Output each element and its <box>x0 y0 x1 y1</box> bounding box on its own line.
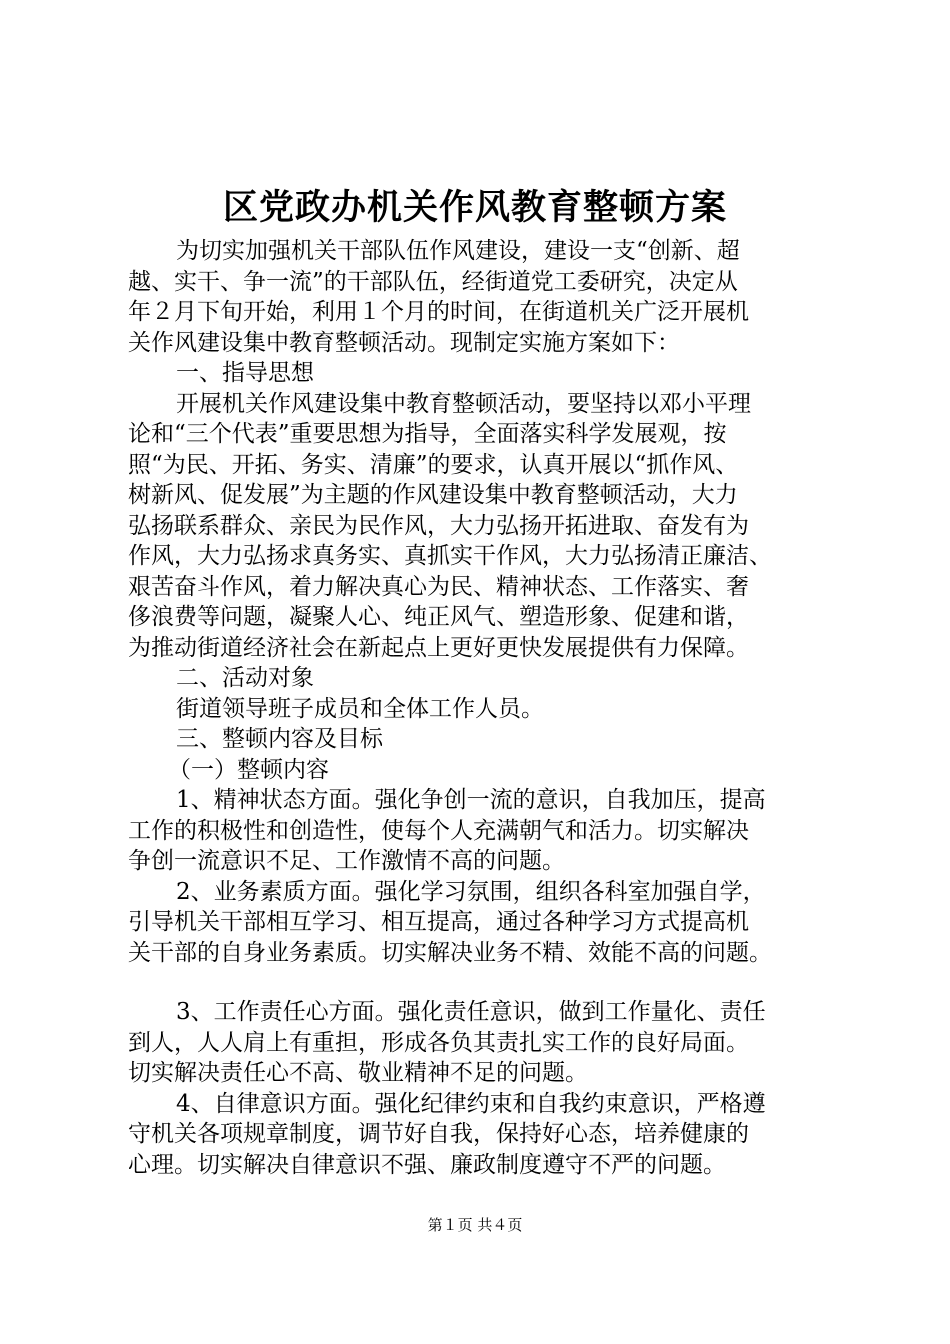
document-body <box>128 236 828 1180</box>
text-line: 切实解决责任心不高、敬业精神不足的问题。 <box>128 1060 588 1086</box>
text-line: 到人，人人肩上有重担，形成各负其责扎实工作的良好局面。 <box>128 1029 749 1056</box>
text-line: 为切实加强机关干部队伍作风建设，建设一支“创新、超 <box>176 238 740 264</box>
text-line: 侈浪费等问题，凝聚人心、纯正风气、塑造形象、促建和谐， <box>128 604 749 630</box>
text-line: 争创一流意识不足、工作激情不高的问题。 <box>128 848 565 874</box>
section-heading: 一、指导思想 <box>176 360 314 386</box>
text-line: 关作风建设集中教育整顿活动。现制定实施方案如下： <box>128 329 680 356</box>
text-line: 守机关各项规章制度，调节好自我，保持好心态，培养健康的 <box>128 1121 749 1147</box>
page-number-footer: 第１页 共４页 <box>427 1216 523 1234</box>
text-line: 年２月下旬开始，利用１个月的时间，在街道机关广泛开展机 <box>128 299 749 325</box>
text-line: 4、自律意识方面。强化纪律约束和自我约束意识，严格遵 <box>176 1090 766 1117</box>
text-line: 3、工作责任心方面。强化责任意识，做到工作量化、责任 <box>176 999 766 1025</box>
text-line: 引导机关干部相互学习、相互提高，通过各种学习方式提高机 <box>128 909 749 935</box>
text-line: 关干部的自身业务素质。切实解决业务不精、效能不高的问题。 <box>128 939 772 966</box>
text-line: 街道领导班子成员和全体工作人员。 <box>176 695 544 722</box>
document-title: 区党政办机关作风教育整顿方案 <box>222 188 727 228</box>
text-line: 艰苦奋斗作风，着力解决真心为民、精神状态、工作落实、奢 <box>128 573 749 600</box>
text-line: 论和“三个代表”重要思想为指导，全面落实科学发展观，按 <box>128 421 727 447</box>
text-line: 心理。切实解决自律意识不强、廉政制度遵守不严的问题。 <box>128 1151 726 1178</box>
text-line: 树新风、促发展”为主题的作风建设集中教育整顿活动，大力 <box>128 482 738 508</box>
text-line: 2、业务素质方面。强化学习氛围，组织各科室加强自学， <box>176 878 766 905</box>
subsection-heading: （一）整顿内容 <box>168 756 329 783</box>
text-line: 照“为民、开拓、务实、清廉”的要求，认真开展以“抓作风、 <box>128 451 739 478</box>
text-line: 开展机关作风建设集中教育整顿活动，要坚持以邓小平理 <box>176 390 751 417</box>
text-line: 为推动街道经济社会在新起点上更好更快发展提供有力保障。 <box>128 634 749 661</box>
paragraph-gap <box>128 968 828 997</box>
section-heading: 二、活动对象 <box>176 665 314 691</box>
section-heading: 三、整顿内容及目标 <box>176 726 383 752</box>
text-line: 越、实干、争一流”的干部队伍，经街道党工委研究，决定从 <box>128 268 738 295</box>
text-line: 作风，大力弘扬求真务实、真抓实干作风，大力弘扬清正廉洁、 <box>128 543 772 569</box>
text-line: 1、精神状态方面。强化争创一流的意识，自我加压，提高 <box>176 787 766 813</box>
text-line: 工作的积极性和创造性，使每个人充满朝气和活力。切实解决 <box>128 817 749 844</box>
text-line: 弘扬联系群众、亲民为民作风，大力弘扬开拓进取、奋发有为 <box>128 512 749 539</box>
